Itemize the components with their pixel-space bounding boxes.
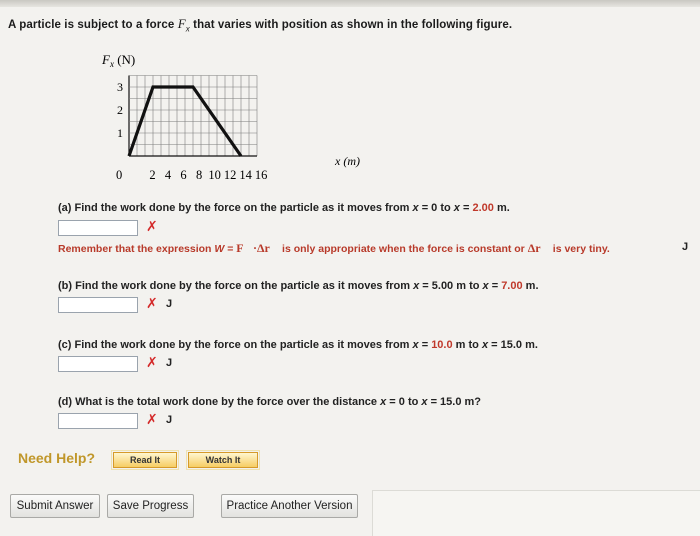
graph-y-tick-label: 2 xyxy=(117,103,123,117)
graph-y-tick-label: 1 xyxy=(117,126,123,140)
part-c-question: (c) Find the work done by the force on the particle as it moves from x = 10.0 m to x = 15.0 m. xyxy=(58,339,538,351)
graph-x-tick-label: 4 xyxy=(164,168,172,182)
right-panel xyxy=(372,490,700,536)
graph-x-tick-label: 6 xyxy=(180,168,187,182)
graph-y-label: $F_x$ (N) xyxy=(102,52,136,69)
part-a-hint: Remember that the expression W = F⃗·Δr⃗ is only appropriate when the force is constant or Δr⃗ is very tiny. xyxy=(58,241,610,255)
part-a-question: (a) Find the work done by the force on the particle as it moves from x = 0 to x = 2.00 m. xyxy=(58,202,510,214)
part-d-incorrect-icon: ✗ xyxy=(146,412,158,428)
force-position-graph xyxy=(60,48,380,188)
part-a-answer-input[interactable] xyxy=(58,220,138,236)
part-d-unit: J xyxy=(166,414,173,426)
graph-x-tick-label: 10 xyxy=(208,168,221,182)
read-it-button[interactable]: Read It xyxy=(113,452,177,468)
graph-y-tick-label: 3 xyxy=(117,80,123,94)
part-b-incorrect-icon: ✗ xyxy=(146,296,158,312)
graph-x-tick-label: 8 xyxy=(195,168,203,182)
graph-y-ticks xyxy=(117,80,123,140)
part-c-unit: J xyxy=(166,357,173,369)
graph-x-tick-label: 12 xyxy=(223,168,237,182)
part-b-unit: J xyxy=(166,298,173,310)
graph-x-ticks xyxy=(116,168,267,182)
part-d-answer-input[interactable] xyxy=(58,413,138,429)
part-a-incorrect-icon: ✗ xyxy=(146,219,158,235)
submit-answer-button[interactable]: Submit Answer xyxy=(10,494,100,518)
graph-x-tick-label: 0 xyxy=(116,168,123,182)
graph-x-tick-label: 14 xyxy=(239,168,252,182)
part-a-unit: J xyxy=(682,241,689,253)
save-progress-button[interactable]: Save Progress xyxy=(107,494,194,518)
part-b-question: (b) Find the work done by the force on the particle as it moves from x = 5.00 m to x = 7.00 m. xyxy=(58,280,539,292)
graph-x-label: x (m) xyxy=(335,154,360,168)
graph-x-tick-label: 2 xyxy=(149,168,156,182)
part-b-answer-input[interactable] xyxy=(58,297,138,313)
graph-x-tick-label: 16 xyxy=(254,168,268,182)
part-c-incorrect-icon: ✗ xyxy=(146,355,158,371)
watch-it-button[interactable]: Watch It xyxy=(188,452,258,468)
part-c-answer-input[interactable] xyxy=(58,356,138,372)
question-text: A particle is subject to a force $F_x$ that varies with position as shown in the following figure. xyxy=(8,16,513,34)
part-d-question: (d) What is the total work done by the force over the distance x = 0 to x = 15.0 m? xyxy=(58,396,482,408)
need-help-label: Need Help? xyxy=(18,450,96,466)
top-tab-strip xyxy=(0,0,700,7)
practice-another-version-button[interactable]: Practice Another Version xyxy=(221,494,358,518)
